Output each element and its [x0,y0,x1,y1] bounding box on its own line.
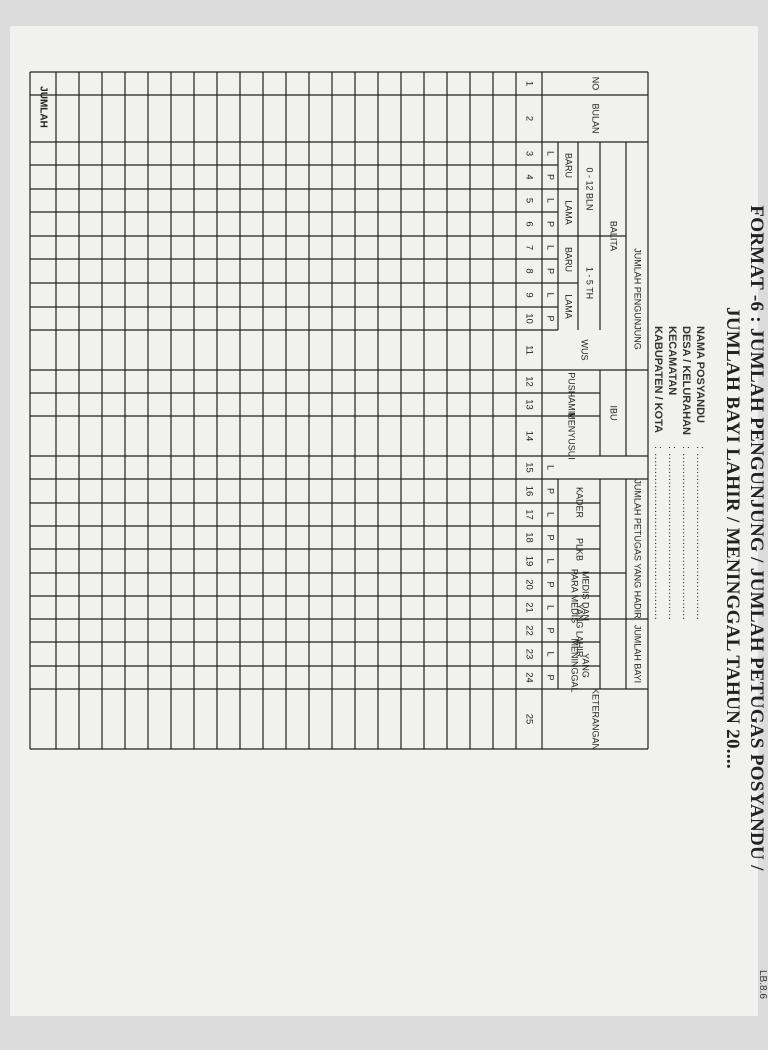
title-line-2: JUMLAH BAYI LAHIR / MENINGGAL TAHUN 20.... [722,307,743,769]
header-age-0-12: 0 - 12 BLN [584,167,595,211]
header-yang-meninggal-line1: YANG [580,653,591,678]
column-number: 17 [523,509,535,520]
header-keterangan: KETERANGAN [590,687,601,751]
sex-label-p: P [545,173,556,181]
column-number: 16 [523,485,535,497]
info-value: : ............................................... [694,446,706,621]
header-ibu: IBU [608,405,619,421]
page-code: LB.8.6 [757,970,768,999]
info-value: : ............................................... [680,446,692,621]
sex-label-p: P [545,315,556,322]
column-number: 8 [523,268,535,274]
column-number: 1 [523,80,535,87]
sex-label-p: P [545,581,556,588]
column-number: 9 [523,292,535,298]
header-lama: LAMA [563,200,574,225]
header-yang-lahir: YANG LAHIR [574,603,585,658]
sex-label-l: L [545,244,556,251]
header-jumlah-bayi: JUMLAH BAYI [632,624,643,684]
sex-label-p: P [545,627,556,634]
column-number: 10 [523,313,535,324]
header-yang-meninggal-line2: MENINGGAL [569,638,580,693]
column-number: 19 [523,555,535,567]
column-number: 24 [523,672,535,683]
header-jumlah-petugas: JUMLAH PETUGAS YANG HADIR [632,479,643,619]
header-pus: PUS [566,372,577,391]
header-no: NO [590,76,601,91]
header-bulan: BULAN [590,103,601,134]
column-number: 3 [523,150,535,157]
sex-label-l: L [545,511,556,518]
column-number: 25 [523,713,535,725]
total-row-label: JUMLAH [37,86,49,128]
info-label: KABUPATEN / KOTA [652,326,664,433]
column-number: 18 [523,532,535,543]
sex-label-p: P [545,674,556,681]
column-number: 11 [523,345,535,355]
column-number: 5 [523,197,535,204]
sex-label-l: L [545,651,556,657]
sex-label-l: L [545,150,556,157]
sex-label-l: L [545,558,556,564]
title-line-1: FORMAT -6 : JUMLAH PENGUNJUNG / JUMLAH PETUGAS POSYANDU / [746,205,767,871]
header-medis-line2: PARA MEDIS [569,568,580,624]
sex-label-p: P [545,487,556,495]
header-medis-line1: MEDIS DAN [580,570,591,622]
column-number: 6 [523,221,535,227]
form-table [10,26,768,1050]
info-value: : ............................................... [666,446,678,621]
header-hamil: HAMIL [566,390,577,419]
sex-label-l: L [545,292,556,298]
column-number: 7 [523,244,535,251]
sex-label-p: P [545,220,556,228]
column-number: 23 [523,648,535,660]
header-kader: KADER [574,486,585,519]
header-lama: LAMA [563,294,574,319]
column-number: 4 [523,174,535,180]
column-number: 20 [523,579,535,590]
column-number: 15 [523,462,535,473]
column-number: 13 [523,399,535,410]
header-age-1-5: 1 - 5 TH [584,266,595,300]
sex-label-p: P [545,534,556,541]
header-wus: WUS [579,339,590,361]
column-number: 14 [523,430,535,442]
info-label: NAMA POSYANDU [694,326,706,423]
sex-label-l: L [545,464,556,471]
header-jumlah-pengunjung: JUMLAH PENGUNJUNG [632,248,643,350]
sex-label-p: P [545,267,556,275]
scanned-sheet [10,26,768,1016]
form-page [10,26,768,1050]
header-menyusui: MENYUSUI [566,412,577,460]
header-baru: BARU [563,246,574,273]
info-label: KECAMATAN [666,326,678,396]
header-balita: BALITA [608,220,619,252]
header-plkb: PLKB [574,537,585,562]
column-number: 12 [523,376,535,387]
column-number: 21 [523,602,535,613]
column-number: 2 [523,115,535,122]
info-label: DESA / KELURAHAN [680,326,692,435]
column-number: 22 [523,625,535,636]
info-value: : ............................................... [652,446,664,621]
sex-label-l: L [545,197,556,204]
header-baru: BARU [563,152,574,179]
sex-label-l: L [545,604,556,611]
